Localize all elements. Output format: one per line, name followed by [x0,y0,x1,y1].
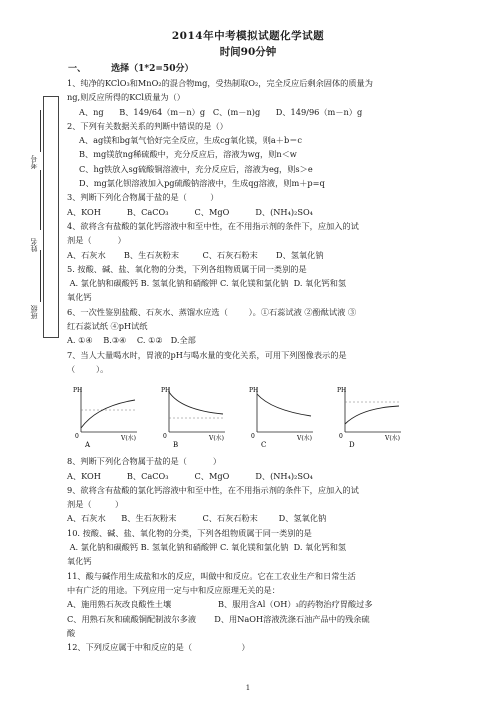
x-axis-label: V(水) [385,435,401,443]
text-line: （ ）。 [67,363,109,374]
name-label: 姓名 [30,238,38,252]
section-heading [68,61,193,74]
text-line: 3、判断下列化合物属于盐的是（ ） [67,192,219,203]
text-line: 7、当人大量喝水时，胃液的pH与喝水量的变化关系，可用下列图像表示的是 [67,349,347,360]
text-line: 中有广泛的用途。下列应用一定与中和反应原理无关的是： [67,584,280,595]
graph-a [71,380,143,450]
page-title: 2014年中考模拟试题化学试题 [171,30,325,42]
page-number: 1 [245,684,251,692]
text-line: A. ①④ B.③④ C. ①② D.全部 [67,335,196,346]
x-axis-label: V(水) [209,435,225,443]
y-axis-label: PH [161,387,171,395]
class-underline [40,250,41,302]
x-axis-label: V(水) [121,435,137,443]
text-line: ng,则反应所得的KCl质量为（） [67,92,185,103]
text-line: C、hg铁放入sg硫酸铜溶液中，充分反应后，溶液为eg，则s＞e [79,163,313,174]
x-axis-label: V(水) [297,435,313,443]
page-subtitle: 时间90分钟 [219,46,277,58]
graph-label: C [261,441,267,450]
text-line: 9、欲将含有盐酸的氯化钙溶液中和至中性，在不用指示剂的条件下，应加入的试 [67,484,359,495]
text-line: 4、欲将含有盐酸的氯化钙溶液中和至中性，在不用指示剂的条件下，应加入的试 [67,220,359,231]
text-line: A、石灰水 B、生石灰粉末 C、石灰石粉末 D、氢氧化钠 [67,513,327,524]
text-line: A、施用熟石灰改良酸性土壤 B、服用含Al（OH）₃的药物治疗胃酸过多 [67,599,373,610]
text-line: 剂是（ ） [67,499,124,510]
graph-c [247,380,319,450]
name-underline [40,170,41,230]
ph-curve [81,400,135,428]
text-line: 红石蕊试纸 ④pH试纸 [67,321,148,332]
ph-curve [345,406,399,424]
text-line: 6、一次性鉴别盐酸、石灰水、蒸馏水应选（ ）。①石蕊试液 ②酚酞试液 ③ [67,306,357,317]
text-line: 8、判断下列化合物属于盐的是（ ） [67,456,222,467]
text-line: A、KOH B、CaCO₃ C、MgO D、(NH₄)₂SO₄ [67,470,313,481]
text-line: A、ag镁和bg氧气恰好完全反应，生成cg氧化镁，则a＋b＝c [79,135,302,146]
ph-curve [169,392,223,414]
origin-label: 0 [339,433,343,441]
y-axis-label: PH [73,387,83,395]
y-axis-label: PH [337,387,347,395]
text-line: D、mg氯化钡溶液加入pg硫酸钠溶液中，生成qg溶液，则m＋p=q [79,178,325,189]
graph-label: B [173,441,179,450]
graph-label: D [349,441,355,450]
graph-b [159,380,231,450]
text-line: 12、下列反应属于中和反应的是（ ） [67,642,250,653]
class-label: 班级 [30,305,38,319]
y-axis-label: PH [249,387,259,395]
text-line: 氧化钙 [67,556,92,567]
graph-label: A [85,441,91,450]
text-line: A、ng B、149/64（m－n）g C、(m－n)g D、149/96（m－n）g [79,106,363,117]
text-line: 酸 [67,627,76,638]
text-line: 2、下列有关数据关系的判断中错误的是（） [67,120,228,131]
text-line: 11、酸与碱作用生成盐和水的反应，叫做中和反应。它在工农业生产和日常生活 [67,570,356,581]
text-line: 1、纯净的KClO₃和MnO₂的混合物mg，受热制取O₂，完全反应后剩余固体的质量为 [67,78,373,88]
origin-label: 0 [251,433,255,441]
text-line: B、mg镁放ng稀硫酸中，充分反应后，溶液为wg，则n＜w [79,149,297,160]
text-line: 10. 按酸、碱、盐、氧化物的分类，下列各组物质属于同一类别的是 [67,527,312,538]
section-label: 选择（1*2=50分） [111,64,194,74]
graph-d [335,380,407,450]
section-number: 一、 [68,64,87,74]
binding-margin-box [43,96,59,338]
text-line: A、石灰水 B、生石灰粉末 C、石灰石粉末 D、氢氧化钠 [67,249,324,260]
origin-label: 0 [163,433,167,441]
text-line: A. 氯化钠和碳酸钙 B. 氢氧化钠和硝酸钾 C. 氧化镁和氯化钠 D. 氧化钙和氢 [67,278,347,289]
id-label: 考号 [30,155,38,169]
text-line: A、KOH B、CaCO₃ C、MgO D、(NH₄)₂SO₄ [67,206,313,217]
text-line: A. 氯化钠和碳酸钙 B. 氢氧化钠和硝酸钾 C. 氧化镁和氯化钠 D. 氧化钙和氢 [67,542,347,553]
text-line: 剂是（ ） [67,235,126,246]
text-line: 5. 按酸、碱、盐、氧化物的分类，下列各组物质属于同一类别的是 [67,263,307,274]
question-body [67,76,439,654]
ph-curve [257,394,311,416]
origin-label: 0 [75,433,79,441]
text-line: 氧化钙 [67,292,92,303]
ph-graphs [67,380,439,450]
text-line: C、用熟石灰和硫酸铜配制波尔多液 D、用NaOH溶液洗涤石油产品中的残余硫 [67,613,370,624]
id-underline [40,110,41,152]
